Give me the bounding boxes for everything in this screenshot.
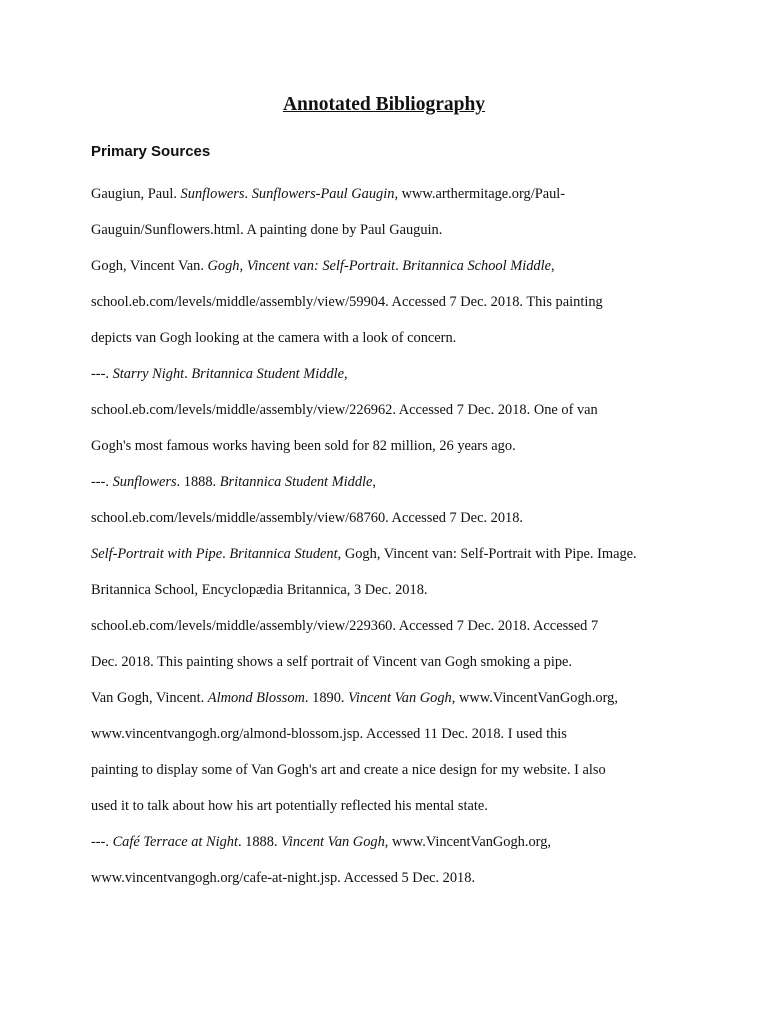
entry-line: painting to display some of Van Gogh's art and create a nice design for my website. I also xyxy=(91,762,606,778)
italic-title: Vincent Van Gogh xyxy=(348,690,452,706)
italic-title: Starry Night xyxy=(112,366,185,382)
italic-title: Vincent Van Gogh xyxy=(281,834,385,850)
italic-title: Sunflowers-Paul Gaugin xyxy=(251,186,395,202)
bibliography-entry xyxy=(91,824,691,896)
entry-line: ---. Café Terrace at Night. 1888. Vincent Van Gogh, www.VincentVanGogh.org, xyxy=(91,834,551,850)
bibliography-entries xyxy=(91,176,691,896)
entry-line: school.eb.com/levels/middle/assembly/view/226962. Accessed 7 Dec. 2018. One of van xyxy=(91,402,598,418)
bibliography-entry xyxy=(91,536,691,680)
italic-title: Britannica Student Middle xyxy=(191,366,345,382)
entry-line: Gogh, Vincent Van. Gogh, Vincent van: Self-Portrait. Britannica School Middle, xyxy=(91,258,555,274)
entry-line: Dec. 2018. This painting shows a self portrait of Vincent van Gogh smoking a pipe. xyxy=(91,654,573,670)
entry-line: ---. Sunflowers. 1888. Britannica Student Middle, xyxy=(91,474,377,490)
entry-line: used it to talk about how his art potentially reflected his mental state. xyxy=(91,798,488,814)
document-title: Annotated Bibliography xyxy=(282,94,486,115)
entry-line: Van Gogh, Vincent. Almond Blossom. 1890. Vincent Van Gogh, www.VincentVanGogh.org, xyxy=(91,690,618,706)
italic-title: Gogh, Vincent van: Self-Portrait xyxy=(207,258,396,274)
italic-title: Britannica School Middle xyxy=(402,258,551,274)
entry-line: school.eb.com/levels/middle/assembly/view/59904. Accessed 7 Dec. 2018. This painting xyxy=(91,294,603,310)
entry-line: www.vincentvangogh.org/cafe-at-night.jsp. Accessed 5 Dec. 2018. xyxy=(91,870,476,886)
entry-line: school.eb.com/levels/middle/assembly/view/229360. Accessed 7 Dec. 2018. Accessed 7 xyxy=(91,618,599,634)
entry-line: ---. Starry Night. Britannica Student Middle, xyxy=(91,366,348,382)
entry-line: depicts van Gogh looking at the camera with a look of concern. xyxy=(91,330,457,346)
bibliography-entry xyxy=(91,464,691,536)
entry-line: Britannica School, Encyclopædia Britannica, 3 Dec. 2018. xyxy=(91,582,428,598)
italic-title: Britannica Student xyxy=(229,546,338,562)
italic-title: Café Terrace at Night xyxy=(112,834,238,850)
bibliography-entry xyxy=(91,680,691,824)
italic-title: Britannica Student Middle xyxy=(219,474,373,490)
entry-line: school.eb.com/levels/middle/assembly/view/68760. Accessed 7 Dec. 2018. xyxy=(91,510,524,526)
bibliography-entry xyxy=(91,356,691,464)
bibliography-entry xyxy=(91,248,691,356)
italic-title: Sunflowers xyxy=(180,186,245,202)
entry-line: Gauguin/Sunflowers.html. A painting done by Paul Gauguin. xyxy=(91,222,443,238)
section-heading-primary-sources: Primary Sources xyxy=(91,143,211,160)
entry-line: Gogh's most famous works having been sold for 82 million, 26 years ago. xyxy=(91,438,516,454)
entry-line: www.vincentvangogh.org/almond-blossom.jsp. Accessed 11 Dec. 2018. I used this xyxy=(91,726,567,742)
italic-title: Sunflowers xyxy=(112,474,177,490)
bibliography-entry xyxy=(91,176,691,248)
italic-title: Self-Portrait with Pipe xyxy=(91,546,223,562)
italic-title: Almond Blossom xyxy=(207,690,305,706)
entry-line: Self-Portrait with Pipe. Britannica Student, Gogh, Vincent van: Self-Portrait with Pipe. Image. xyxy=(91,546,637,562)
entry-line: Gaugiun, Paul. Sunflowers. Sunflowers-Paul Gaugin, www.arthermitage.org/Paul- xyxy=(91,186,566,202)
